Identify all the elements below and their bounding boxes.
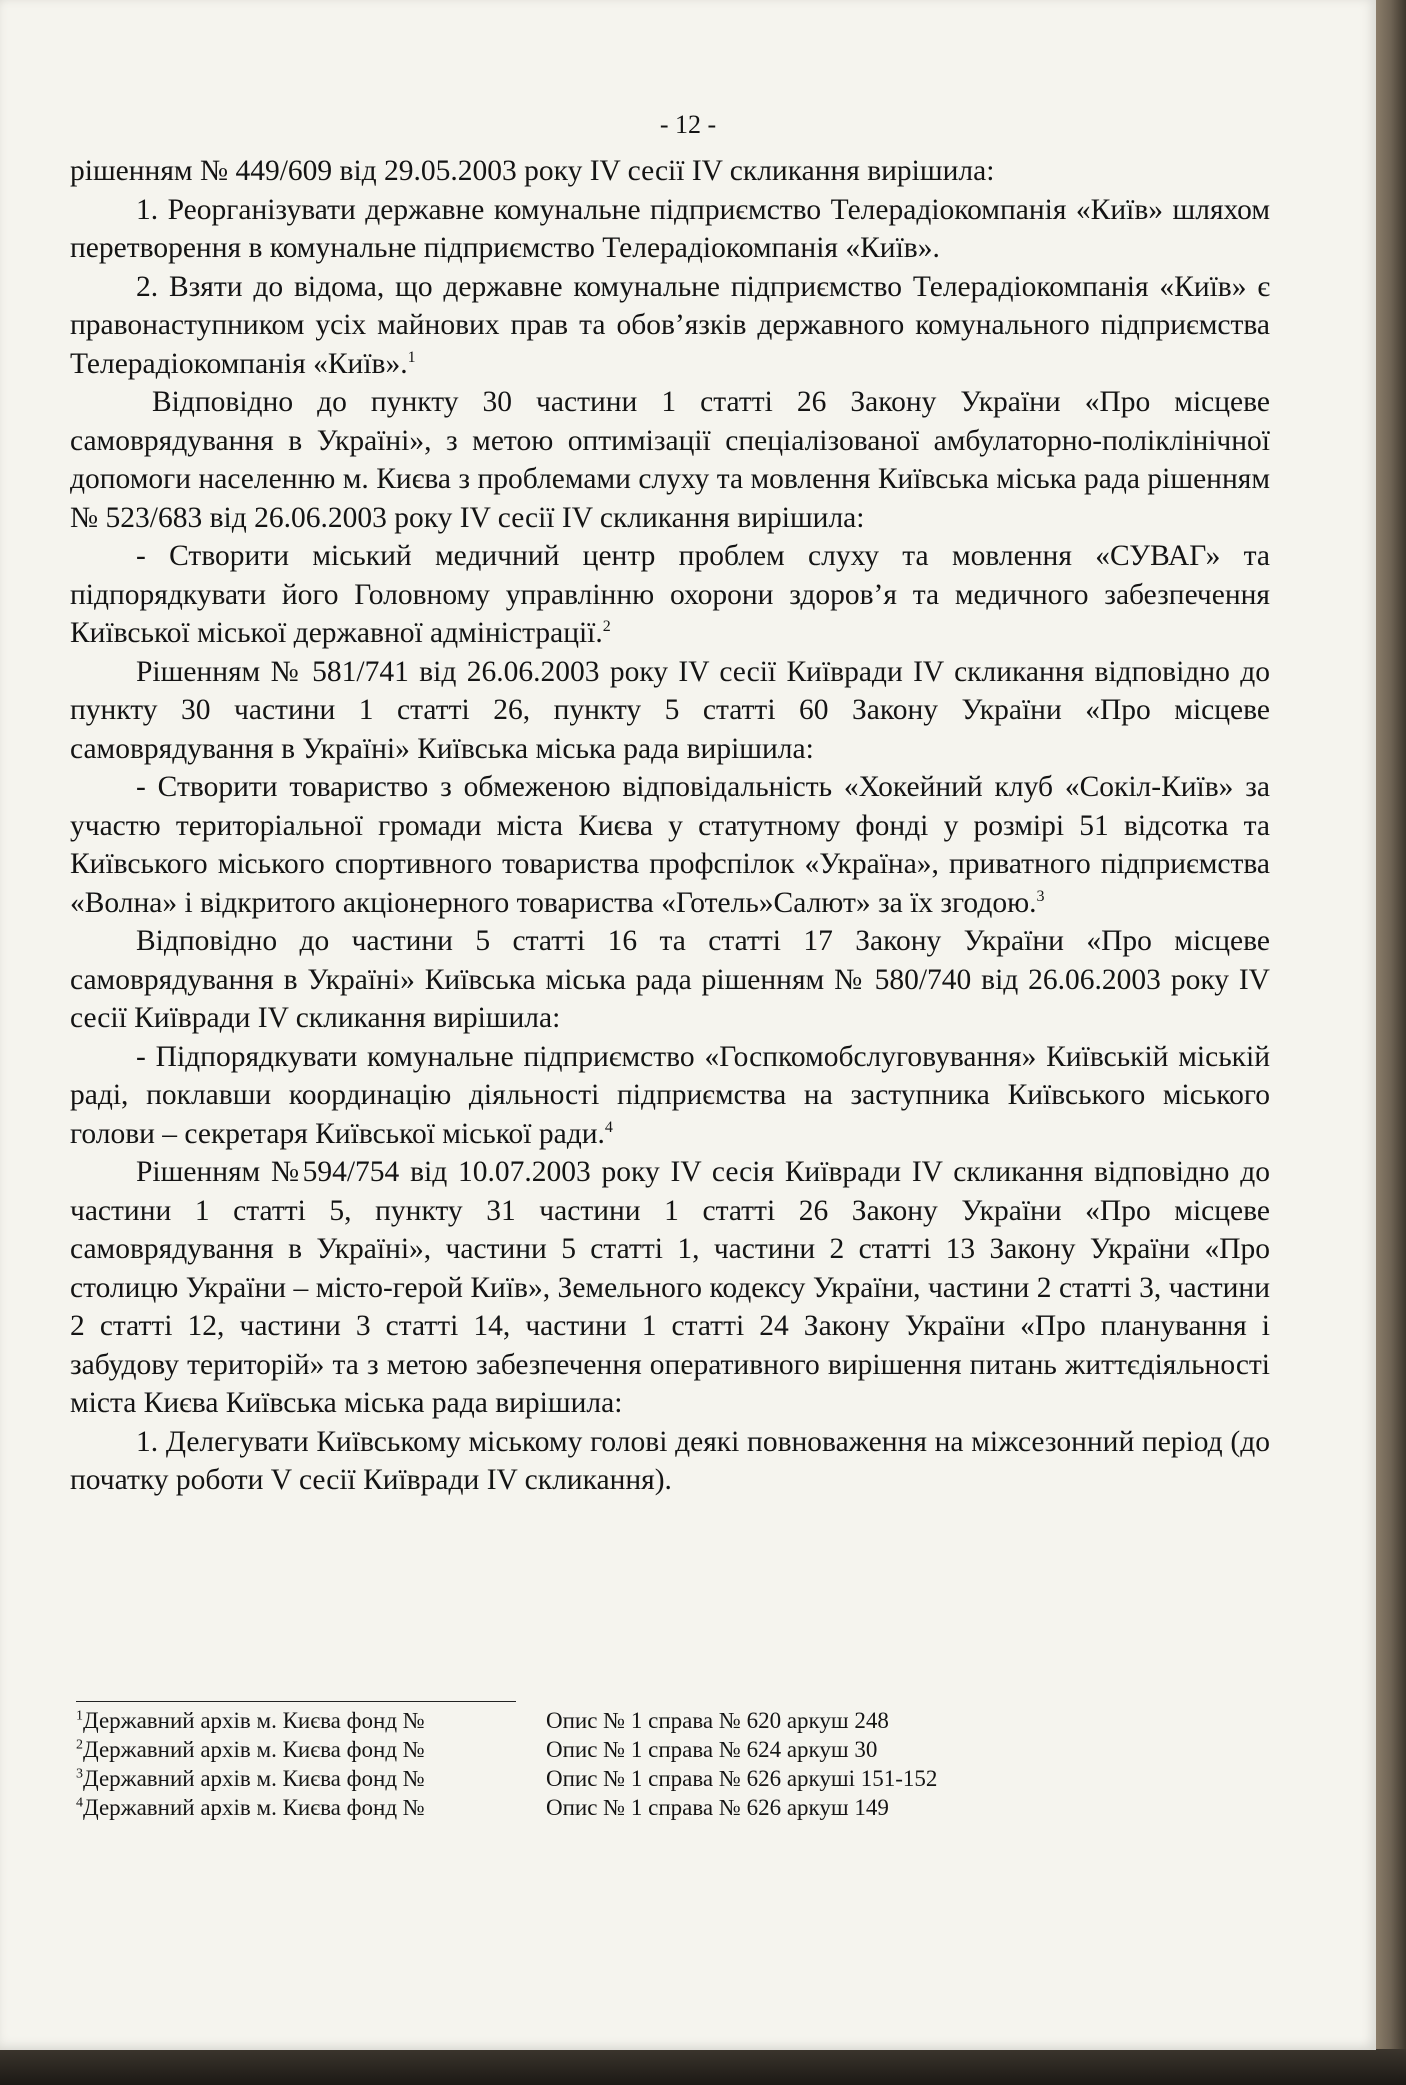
paragraph: - Створити товариство з обмеженою відповідальність «Хокейний клуб «Сокіл-Київ» за участю територіальної громади міста Києва у статутному фонді у розмірі 51 відсотка та Київського міського спортивного товариства профспілок «Україна», приватного підприємства «Волна» і відкритого акціонерного товариства «Готель»Салют» за їх згодою.$^3$ [70, 771, 1270, 919]
footnote-ref: 1 [407, 348, 416, 366]
paragraph: 2. Взяти до відома, що державне комунальне підприємство Телерадіокомпанія «Київ» є правонаступником усіх майнових прав та обов’язків державного комунального підприємства Телерадіокомпанія «Київ».$^1$ [70, 270, 1270, 380]
footnotes [76, 1706, 1226, 1822]
footnote-separator [76, 1701, 516, 1702]
document-body [70, 152, 1270, 1500]
footnote-archive: Державний архів м. Києва фонд № [83, 1766, 425, 1791]
footnote-mark: 2 [76, 1737, 83, 1753]
paragraph: рішенням № 449/609 від 29.05.2003 року IV сесії IV скликання вирішила: [70, 155, 995, 187]
footnote-reference: Опис № 1 справа № 626 аркуші 151-152 [546, 1766, 938, 1791]
footnote-mark: 1 [76, 1708, 83, 1724]
paragraph: Рішенням № 581/741 від 26.06.2003 року IV сесії Київради IV скликання відповідно до пункту 30 частини 1 статті 26, пункту 5 статті 60 Закону України «Про місцеве самоврядування в Україні» Київська міська рада вирішила: [70, 655, 1270, 765]
footnote-row [76, 1706, 1226, 1735]
footnote-archive: Державний архів м. Києва фонд № [83, 1708, 425, 1733]
footnote-archive: Державний архів м. Києва фонд № [83, 1737, 425, 1762]
paragraph: Рішенням №594/754 від 10.07.2003 року IV сесія Київради IV скликання відповідно до частини 1 статті 5, пункту 31 частини 1 статті 26 Закону України «Про місцеве самоврядування в Україні», частини 5 статті 1, частини 2 статті 13 Закону України «Про столицю України – місто-герой Київ», Земельного кодексу України, частини 2 статті 3, частини 2 статті 12, частини 3 статті 14, частини 1 статті 24 Закону України «Про планування і забудову територій» та з метою забезпечення оперативного вирішення питань життєдіяльності міста Києва Київська міська рада вирішила: [70, 1156, 1270, 1419]
footnote-mark: 4 [76, 1795, 83, 1811]
paragraph: Відповідно до пункту 30 частини 1 статті 26 Закону України «Про місцеве самоврядування в Україні», з метою оптимізації спеціалізованої амбулаторно-поліклінічної допомоги населенню м. Києва з проблемами слуху та мовлення Київська міська рада рішенням № 523/683 від 26.06.2003 року IV сесії IV скликання вирішила: [70, 386, 1270, 534]
paragraph: - Підпорядкувати комунальне підприємство «Госпкомобслуговування» Київській міській раді, поклавши координацію діяльності підприємства на заступника Київського міського голови – секретаря Київської міської ради.$^4$ [70, 1040, 1270, 1150]
paragraph: Відповідно до частини 5 статті 16 та статті 17 Закону України «Про місцеве самоврядування в Україні» Київська міська рада рішенням № 580/740 від 26.06.2003 року IV сесії Київради IV скликання вирішила: [70, 925, 1270, 1034]
footnote-ref: 4 [604, 1118, 613, 1136]
footnote-reference: Опис № 1 справа № 626 аркуш 149 [546, 1795, 889, 1820]
page-number: - 12 - [659, 110, 717, 139]
paragraph: 1. Реорганізувати державне комунальне підприємство Телерадіокомпанія «Київ» шляхом перетворення в комунальне підприємство Телерадіокомпанія «Київ». [70, 193, 1270, 264]
paragraph: 1. Делегувати Київському міському голові деякі повноваження на міжсезонний період (до початку роботи V сесії Київради IV скликання). [70, 1425, 1270, 1496]
table-background [0, 2049, 1406, 2085]
footnote-ref: 2 [602, 618, 611, 636]
footnote-row [76, 1735, 1226, 1764]
footnote-row [76, 1764, 1226, 1793]
paragraph: - Створити міський медичний центр проблем слуху та мовлення «СУВАГ» та підпорядкувати його Головному управлінню охорони здоров’я та медичного забезпечення Київської міської державної адміністрації.$^2$ [70, 540, 1270, 649]
footnote-ref: 3 [1036, 887, 1045, 905]
footnote-reference: Опис № 1 справа № 624 аркуш 30 [546, 1737, 878, 1762]
footnote-row [76, 1793, 1226, 1822]
footnote-reference: Опис № 1 справа № 620 аркуш 248 [546, 1708, 889, 1733]
page-edge-shadow [1376, 0, 1406, 2085]
footnote-mark: 3 [76, 1766, 83, 1782]
footnote-archive: Державний архів м. Києва фонд № [83, 1795, 425, 1820]
